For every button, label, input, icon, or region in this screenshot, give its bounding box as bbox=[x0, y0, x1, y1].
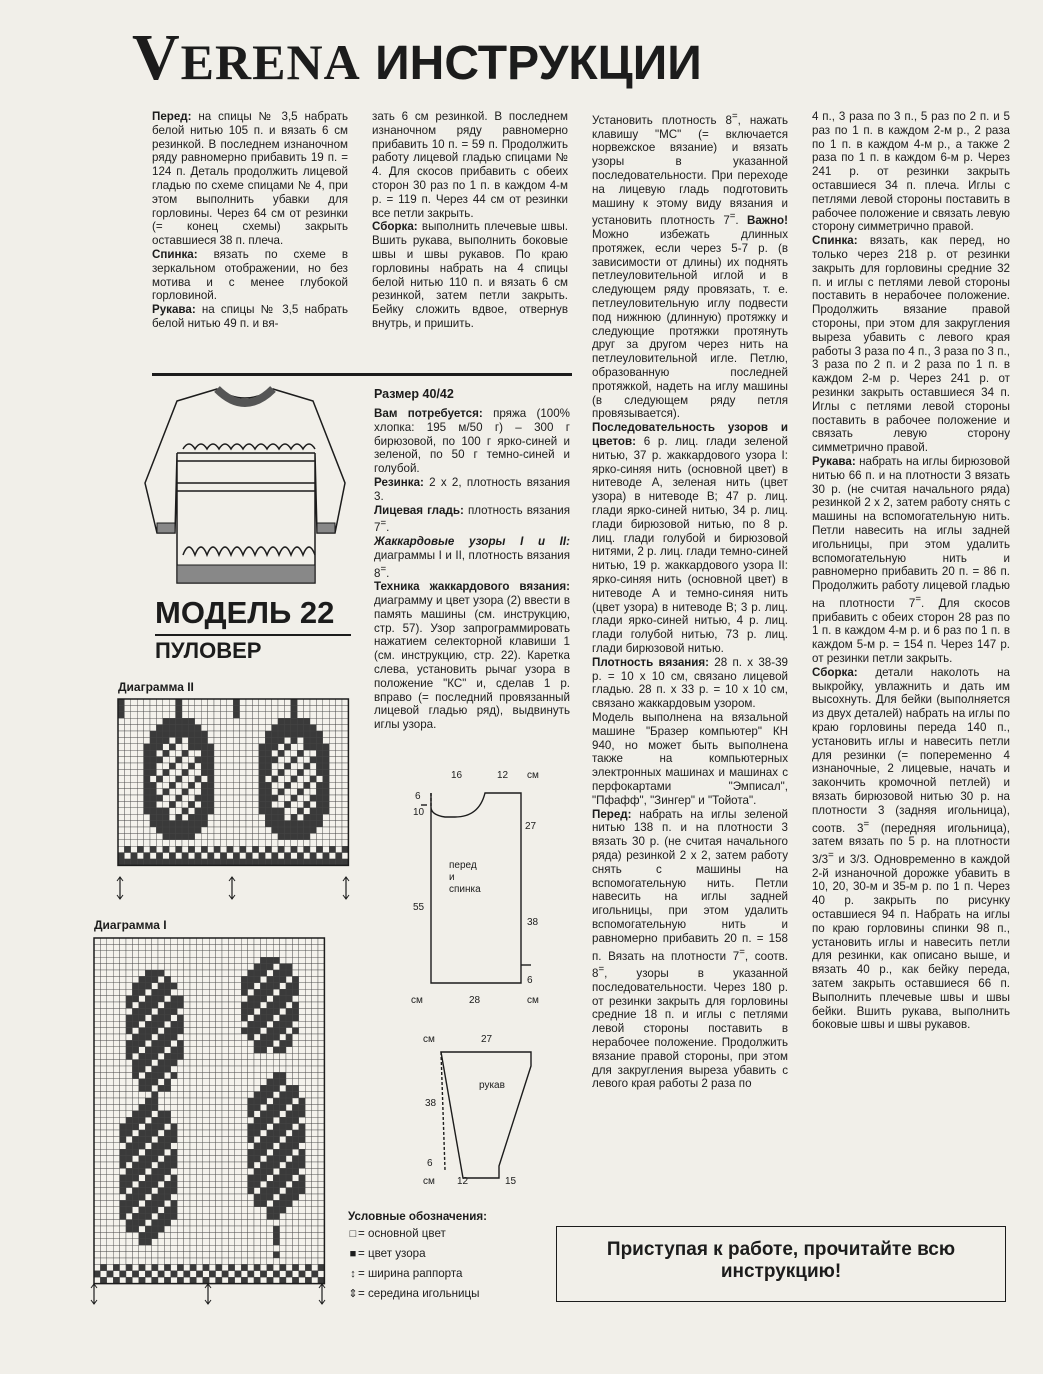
body-pattern-drawing bbox=[405, 765, 555, 1010]
notice-line-2: инструкцию! bbox=[720, 1261, 842, 1282]
model-subtitle: ПУЛОВЕР bbox=[155, 638, 262, 663]
sleeve-bottom-number: 12 bbox=[457, 1176, 469, 1187]
legend-title: Условные обозначения: bbox=[348, 1210, 487, 1223]
sleeve-pattern-drawing bbox=[405, 1030, 555, 1190]
diagram-2-label: Диаграмма II bbox=[118, 680, 194, 694]
body-piece-label: спинка bbox=[449, 884, 481, 895]
separator-line bbox=[152, 373, 572, 376]
sleeve-piece-label: рукав bbox=[479, 1080, 505, 1091]
diagram-1-label: Диаграмма I bbox=[94, 918, 167, 932]
body-piece-label: перед bbox=[449, 860, 477, 871]
body-left-number: 6 bbox=[415, 791, 421, 802]
body-left-number: 10 bbox=[413, 807, 425, 818]
instructions-column-1: Перед: на спицы № 3,5 набрать белой нитью 105 п. и вязать 6 см резинкой. В последнем изнаночном ряду равномерно прибавить 19 п. = 124 п. Деталь продолжить лицевой гладью по схеме спицами № 4, при этом выполнить убавки для горловины. Через 64 см от резинки (= конец схемы) закрыть оставшиеся 38 п. плеча. Спинка: вязать по схеме в зеркальном отображении, но без мотива и с менее глубокой горловиной. Рукава: на спицы № 3,5 набрать белой нитью 49 п. и вя- bbox=[152, 110, 348, 330]
body-right-number: 27 bbox=[525, 821, 537, 832]
materials-column: Вам потребуется: пряжа (100% хлопка: 195 м/50 г) – 300 г бирюзовой, по 100 г ярко-синей и зеленой, по 50 г темно-синей и голубой. Резинка: 2 х 2, плотность вязания 3. Лицевая гладь: плотность вязания 7=. Жаккардовые узоры I и II: диаграммы I и II, плотность вязания 8=. Техника жаккардового вязания: диаграмму и цвет узора (2) ввести в память машины (см. инструкцию, стр. 57). Узор запрограммировать нажатием селекторной клавиши 1 (см. инструкцию, стр. 22). Каретка слева, установить рычаг узора в положение "КС" и, сделав 1 р. вправо (= последний провязанный лицевой гладью ряд), выдвинуть иглы узора. bbox=[374, 407, 571, 732]
legend-item: ↕ = ширина раппорта bbox=[348, 1264, 548, 1284]
sleeve-left-number: 38 bbox=[425, 1098, 437, 1109]
notice-box bbox=[556, 1226, 1006, 1302]
center-arrow-icon: ⇕ bbox=[348, 1288, 358, 1300]
legend-item: ⇕= середина игольницы bbox=[348, 1284, 548, 1304]
body-top-number: 12 bbox=[497, 770, 509, 781]
sleeve-top-unit: см bbox=[423, 1034, 435, 1045]
size-label: Размер 40/42 bbox=[374, 387, 454, 401]
empty-square-icon: □ bbox=[349, 1228, 357, 1240]
section-title: ИНСТРУКЦИИ bbox=[375, 37, 702, 90]
instructions-column-2: зать 6 см резинкой. В последнем изнаночном ряду равномерно прибавить 10 п. = 59 п. Продолжить работу лицевой гладью спицами № 4. Для скосов прибавить с обеих сторон 30 раз по 1 п. в каждом 4-м р. = 119 п. Через 44 см от резинки все петли закрыть. Сборка: выполнить плечевые швы. Вшить рукава, выполнить боковые швы и швы рукавов. По краю горловины набрать на 4 спицы белой нитью 110 п. и вязать 6 см резинкой, затем петли закрыть. Бейку сложить вдвое, отвернув внутрь, и пришить. bbox=[372, 110, 568, 330]
body-bottom-number: 28 bbox=[469, 995, 481, 1006]
sleeve-top-number: 27 bbox=[481, 1034, 493, 1045]
filled-square-icon: ■ bbox=[349, 1248, 357, 1260]
body-right-number: 38 bbox=[527, 917, 539, 928]
vertical-arrow-icon: ↕ bbox=[350, 1268, 356, 1280]
model-title: МОДЕЛЬ 22 bbox=[155, 595, 335, 630]
sweater-illustration bbox=[137, 383, 353, 593]
body-bottom-unit: см bbox=[527, 995, 539, 1006]
body-piece-label: и bbox=[449, 872, 455, 883]
body-top-number: 16 bbox=[451, 770, 463, 781]
model-title-rule bbox=[155, 634, 351, 636]
body-right-number: 6 bbox=[527, 975, 533, 986]
sleeve-bottom-unit: см bbox=[423, 1176, 435, 1187]
diagram-1-chart bbox=[90, 934, 330, 1308]
body-bottom-unit: см bbox=[411, 995, 423, 1006]
instructions-column-3: Установить плотность 8=, нажать клавишу "МС" (= включается норвежское вязание) и вязать узоры в указанной последовательности. При переходе на лицевую гладь подготовить машину к этому виду вязания и установить плотность 7=. Важно! Можно избежать длинных протяжек, если через 5-7 р. (в зависимости от длины) их поднять петлеуловительной иглой и в следующем ряду провязать, т. е. петлеуловительную иглу подвести под нижнюю (длинную) протяжку и следующие протяжки протянуть друг за другом через нить на петлеуловительной игле. Петлю, образованную последней протяжкой, надеть на иглу машины (в следующем ряду петля провязывается). Последовательность узоров и цветов: 6 р. лиц. глади зеленой нитью, 37 р. жаккардового узора I: ярко-синяя нить (основной цвет) в нитеводе А, зеленая нить (цвет узора) в нитеводе В; 47 р. лиц. глади ярко-синей нитью, 34 р. лиц. глади бирюзовой нитью, по 8 р. лиц. глади голубой и бирюзовой нитями, 2 р. лиц. глади темно-синей нитью, 19 р. жаккардового узора II: ярко-синяя нить (основной цвет) в нитеводе А и темно-синяя нить (цвет узора) в нитеводе В; 3 р. лиц. глади ярко-синей нитью, 4 р. лиц. глади голубой нитью, 73 р. лиц. глади бирюзовой нитью. Плотность вязания: 28 п. х 38-39 р. = 10 х 10 см, связано лицевой гладью. 28 п. х 33 р. = 10 х 10 см, связано жаккардовым узором. Модель выполнена на вязальной машине "Бразер компьютер" КН 940, но может быть выполнена также на компьютерных электронных машинах и машинах с перфокартами "Эмписал", "Пфафф", "Зингер" и "Тойота". Перед: набрать на иглы зеленой нитью 138 п. и на плотности 3 вязать 30 р. (не считая начального ряда) резинкой 2 х 2, затем работу снять с машины на вспомогательную нить. Петли навесить на иглы задней игольницы, при этом удалить вспомогательную нить и равномерно прибавить 20 п. = 158 п. Вязать на плотности 7=, соотв. 8=, узоры в указанной последовательности. Через 180 р. от резинки закрыть для горловины средние 18 п. и иглы с петлями левой стороны поставить в нерабочее положение. Продолжить вязание правой стороны, при этом для закругления выреза убавить с левого края работы 2 раза по bbox=[592, 111, 788, 1091]
diagram-2-chart bbox=[114, 695, 354, 905]
instructions-column-4: 4 п., 3 раза по 3 п., 5 раз по 2 п. и 5 раз по 1 п. в каждом 2-м р., 2 раза по 1 п. в каждом 4-м р., а также 2 раза по 1 п. в каждом 6-м р. Через 241 р. от резинки закрыть оставшиеся 34 п. плеча. Иглы с петлями левой стороны поставить в рабочее положение и связать левую сторону симметрично правой. Спинка: вязать, как перед, но только через 218 р. от резинки закрыть для горловины средние 32 п. и иглы с петлями левой стороны поставить в нерабочее положение. Продолжить вязание правой стороны, при этом для закругления выреза убавить с левого края работы 3 раза по 4 п., 3 раза по 3 п., 3 раза по 2 п. и 2 раза по 1 п. в каждом 2-м р. Через 241 р. от резинки закрыть оставшиеся 34 п. Иглы с петлями левой стороны поставить в рабочее положение и связать левую сторону симметрично правой. Рукава: набрать на иглы бирюзовой нитью 66 п. и на плотности 3 вязать 30 р. (не считая начального ряда) резинкой 2 х 2, затем работу снять с машины на вспомогательную нить. Петли навесить на иглы задней игольницы, при этом удалить вспомогательную нить и равномерно прибавить 20 п. = 86 п. Продолжить работу лицевой гладью на плотности 7=. Для скосов прибавить с обеих сторон 28 раз по 1 п. в каждом 4-м р. и 6 раз по 1 п. в каждом 5-м р. = 154 п. Через 147 р. от резинки петли закрыть. Сборка: детали наколоть на выкройку, увлажнить и дать им высохнуть. Для бейки (выполняется из двух деталей) набрать на иглы по краю горловины переда 140 п., установить иглы и навесить петли для резинки (= попеременно 4 изнаночные, 2 лицевые, начать и закончить кромочной петлей) и вязать бирюзовой нитью 30 р. на плотности 3 (задняя игольница), соотв. 3= (передняя игольница), затем вязать по 5 р. на плотности 3/3= и 3/3. Одновременно в каждой 2-й изнаночной дорожке убавить в 10, 20, 30-м и 35-м р. по 1 п. Через 40 р. закрыть по рисунку оставшиеся 94 п. Набрать на иглы по краю горловины спинки 98 п., установить иглы и навесить петли для резинки, как описано выше, и вязать 40 р., как бейку переда, затем закрыть оставшиеся 66 п. Выполнить плечевые швы и швы бейки. Вшить рукава, выполнить боковые швы и швы рукавов. bbox=[812, 110, 1010, 1032]
notice-line-1: Приступая к работе, прочитайте всю bbox=[606, 1239, 956, 1260]
brand-logo: VERENA bbox=[132, 21, 361, 94]
legend-item: □ = основной цвет bbox=[348, 1224, 548, 1244]
body-left-number: 55 bbox=[413, 902, 425, 913]
sleeve-bottom-number: 15 bbox=[505, 1176, 517, 1187]
magazine-header bbox=[132, 20, 702, 96]
sleeve-left-number: 6 bbox=[427, 1158, 433, 1169]
legend-item: ■ = цвет узора bbox=[348, 1244, 548, 1264]
body-top-unit: см bbox=[527, 770, 539, 781]
legend bbox=[348, 1210, 548, 1304]
